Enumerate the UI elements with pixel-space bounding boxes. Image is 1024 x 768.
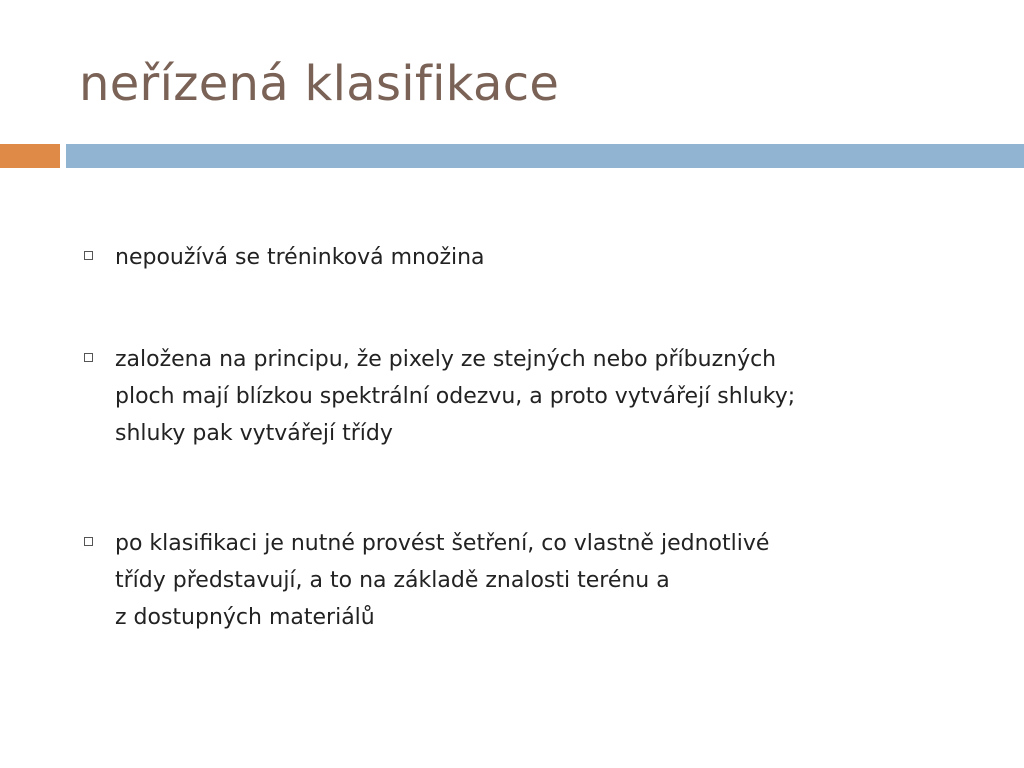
bullet-line: po klasifikaci je nutné provést šetření, co vlastně jednotlivé [115, 531, 770, 556]
bullet-line: třídy představují, a to na základě znalosti terénu a [115, 568, 670, 593]
bullet-line: z dostupných materiálů [115, 605, 375, 630]
bullet-line: shluky pak vytvářejí třídy [115, 421, 393, 446]
bullet-line: nepoužívá se tréninková množina [115, 245, 485, 270]
hollow-square-bullet-icon [84, 353, 93, 362]
slide-title: neřízená klasifikace [79, 56, 560, 112]
hollow-square-bullet-icon [84, 251, 93, 260]
bullet-text [115, 341, 965, 452]
hollow-square-bullet-icon [84, 537, 93, 546]
bullet-text [115, 525, 965, 636]
bullet-line: založena na principu, že pixely ze stejných nebo příbuzných [115, 347, 777, 372]
bullet-line: ploch mají blízkou spektrální odezvu, a proto vytvářejí shluky; [115, 384, 796, 409]
bullet-text [115, 239, 965, 276]
